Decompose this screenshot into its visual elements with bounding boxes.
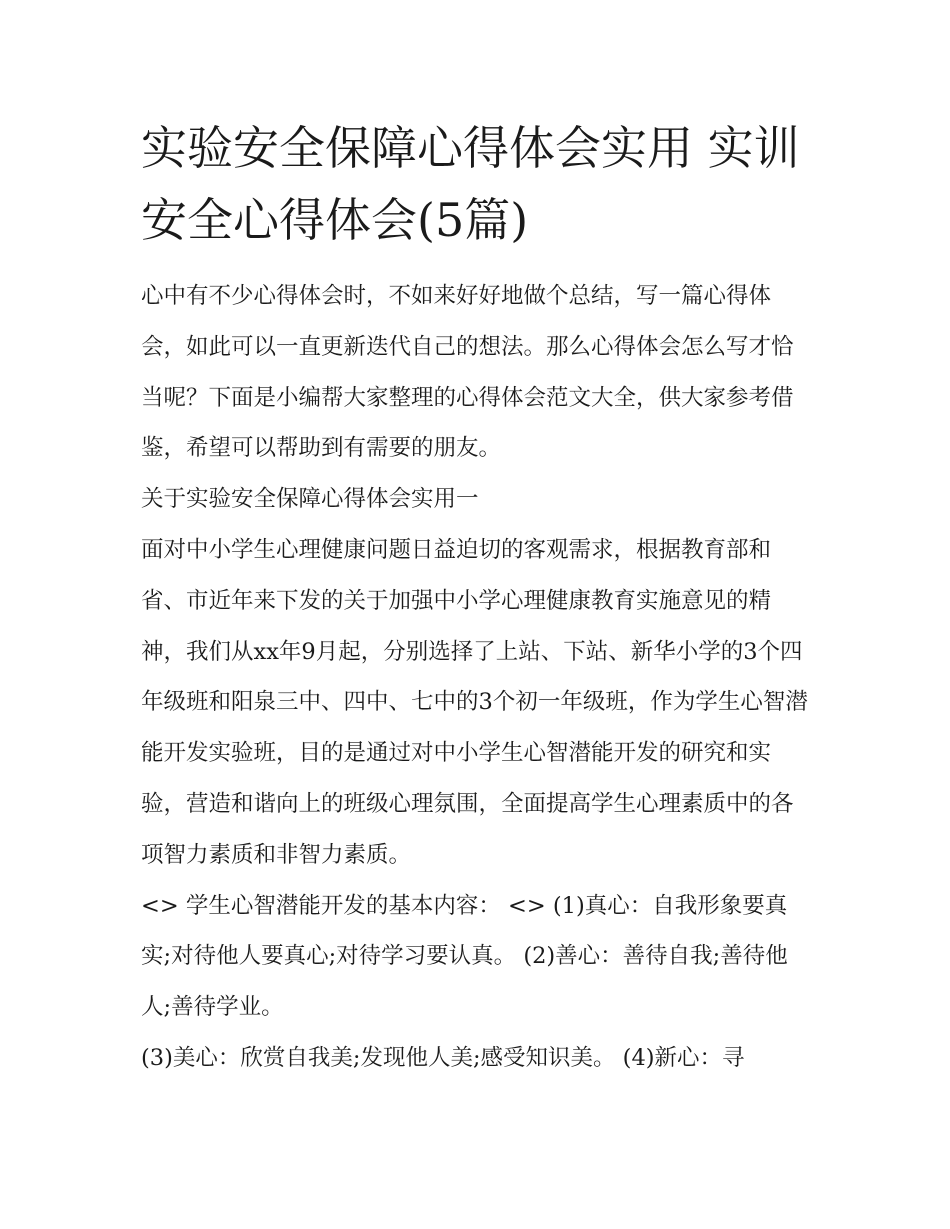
document-title: 实验安全保障心得体会实用 实训安全心得体会(5篇): [141, 121, 800, 247]
body-paragraph-background: 面对中小学生心理健康问题日益迫切的客观需求，根据教育部和省、市近年来下发的关于加强中小学心理健康教育实施意见的精神，我们从xx年9月起，分别选择了上站、下站、新华小学的3个四年级班和阳泉三中、四中、七中的3个初一年级班，作为学生心智潜能开发实验班，目的是通过对中小学生心智潜能开发的研究和实验，营造和谐向上的班级心理氛围，全面提高学生心理素质中的各项智力素质和非智力素质。: [141, 536, 808, 868]
document-content: [141, 112, 813, 1084]
body-paragraph-continued: (3)美心：欣赏自我美;发现他人美;感受知识美。 (4)新心：寻: [141, 1044, 745, 1071]
intro-paragraph: 心中有不少心得体会时，不如来好好地做个总结，写一篇心得体会，如此可以一直更新迭代自己的想法。那么心得体会怎么写才恰当呢？下面是小编帮大家整理的心得体会范文大全，供大家参考借鉴，希望可以帮助到有需要的朋友。: [141, 283, 794, 462]
section-heading: 关于实验安全保障心得体会实用一: [141, 486, 479, 513]
body-paragraph-contents: <> 学生心智潜能开发的基本内容： <> (1)真心：自我形象要真实;对待他人要真心;对待学习要认真。 (2)善心：善待自我;善待他人;善待学业。: [141, 892, 788, 1021]
